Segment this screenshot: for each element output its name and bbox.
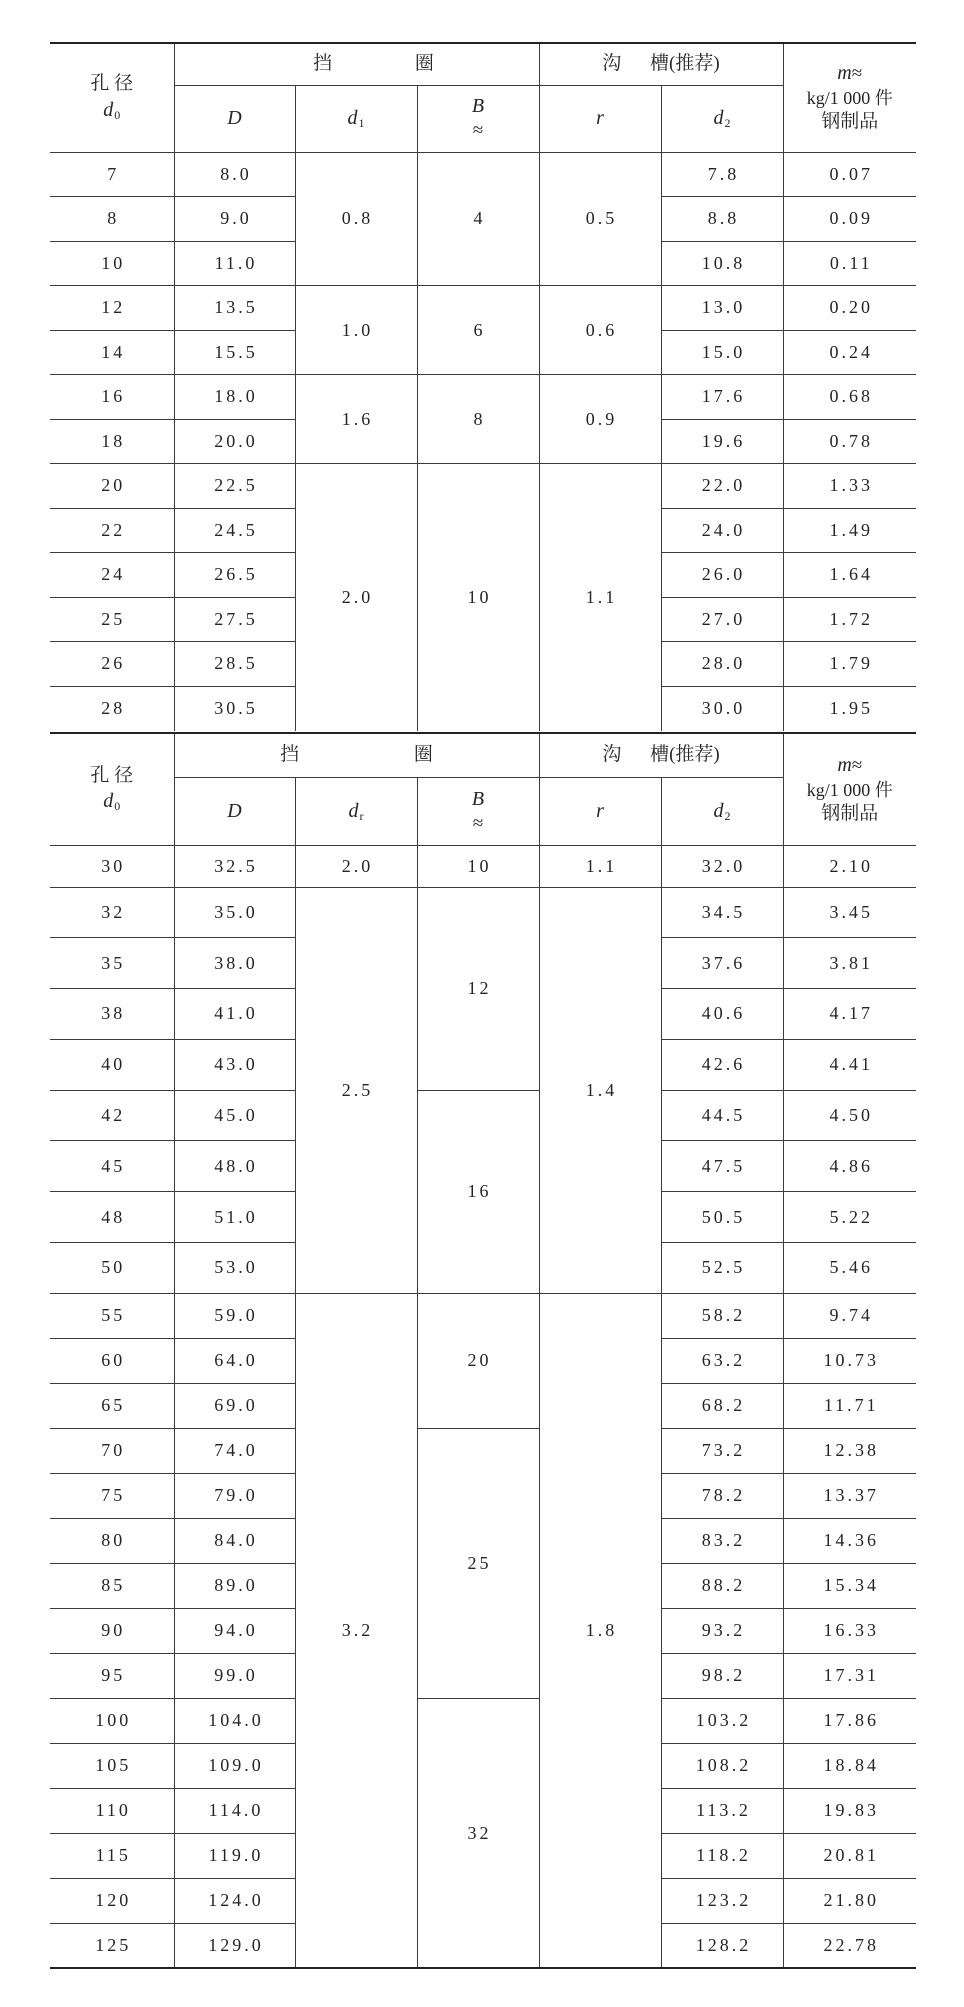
groove-r-cell: 1.1 xyxy=(539,845,661,887)
mass-cell: 1.33 xyxy=(783,464,916,509)
bore-cell: 60 xyxy=(50,1338,174,1383)
mass-cell: 0.78 xyxy=(783,419,916,464)
bore-cell: 110 xyxy=(50,1788,174,1833)
bore-cell: 50 xyxy=(50,1243,174,1294)
ring-D-cell: 79.0 xyxy=(174,1473,295,1518)
table-row xyxy=(50,375,916,420)
groove-d2-cell: 37.6 xyxy=(661,938,783,989)
bore-cell: 125 xyxy=(50,1923,174,1968)
ring-D-cell: 15.5 xyxy=(174,330,295,375)
ring-D-cell: 38.0 xyxy=(174,938,295,989)
col-d1-symbol: d xyxy=(348,799,359,822)
bore-cell: 48 xyxy=(50,1192,174,1243)
mass-cell: 0.20 xyxy=(783,286,916,331)
mass-symbol-letter: m xyxy=(837,62,852,85)
ring-B-cell: 32 xyxy=(417,1698,539,1968)
ring-D-cell: 53.0 xyxy=(174,1243,295,1294)
retaining-ring-header: 挡 圈 xyxy=(174,733,539,777)
groove-d2-cell: 50.5 xyxy=(661,1192,783,1243)
mass-cell: 16.33 xyxy=(783,1608,916,1653)
ring-d1-cell: 1.6 xyxy=(295,375,417,464)
col-B-approx-sign: ≈ xyxy=(472,120,484,142)
groove-d2-cell: 63.2 xyxy=(661,1338,783,1383)
groove-d2-cell: 123.2 xyxy=(661,1878,783,1923)
groove-r-cell: 0.6 xyxy=(539,286,661,375)
groove-d2-cell: 47.5 xyxy=(661,1141,783,1192)
ring-D-cell: 30.5 xyxy=(174,686,295,731)
ring-d1-cell: 2.0 xyxy=(295,845,417,887)
mass-cell: 0.07 xyxy=(783,152,916,197)
bore-symbol-letter: d xyxy=(103,98,114,121)
ring-D-cell: 104.0 xyxy=(174,1698,295,1743)
bore-diameter-header xyxy=(50,43,174,152)
header-row xyxy=(50,43,916,85)
ring-D-cell: 109.0 xyxy=(174,1743,295,1788)
ring-D-cell: 28.5 xyxy=(174,642,295,687)
ring-B-cell: 16 xyxy=(417,1090,539,1293)
col-d2-header xyxy=(661,85,783,152)
groove-d2-cell: 10.8 xyxy=(661,241,783,286)
mass-cell: 19.83 xyxy=(783,1788,916,1833)
bore-label: 孔 径 xyxy=(90,73,134,95)
table-body xyxy=(50,152,916,731)
ring-D-cell: 24.5 xyxy=(174,508,295,553)
bore-cell: 120 xyxy=(50,1878,174,1923)
mass-cell: 20.81 xyxy=(783,1833,916,1878)
bore-cell: 95 xyxy=(50,1653,174,1698)
table-header xyxy=(50,733,916,845)
bore-symbol-subscript: 0 xyxy=(114,799,121,814)
ring-D-cell: 41.0 xyxy=(174,989,295,1040)
groove-d2-cell: 113.2 xyxy=(661,1788,783,1833)
ring-D-cell: 74.0 xyxy=(174,1428,295,1473)
ring-D-cell: 18.0 xyxy=(174,375,295,420)
ring-D-cell: 32.5 xyxy=(174,845,295,887)
bore-label: 孔 径 xyxy=(90,764,134,786)
ring-B-cell: 20 xyxy=(417,1293,539,1428)
table-row xyxy=(50,1090,916,1141)
groove-d2-cell: 17.6 xyxy=(661,375,783,420)
groove-d2-cell: 24.0 xyxy=(661,508,783,553)
bore-diameter-header xyxy=(50,733,174,845)
groove-d2-cell: 15.0 xyxy=(661,330,783,375)
groove-d2-cell: 28.0 xyxy=(661,642,783,687)
ring-D-cell: 35.0 xyxy=(174,887,295,938)
col-d1-subscript: r xyxy=(359,808,364,823)
mass-cell: 12.38 xyxy=(783,1428,916,1473)
groove-d2-cell: 30.0 xyxy=(661,686,783,731)
bore-cell: 26 xyxy=(50,642,174,687)
bore-cell: 18 xyxy=(50,419,174,464)
col-r-symbol: r xyxy=(596,799,604,822)
groove-d2-cell: 128.2 xyxy=(661,1923,783,1968)
ring-D-cell: 64.0 xyxy=(174,1338,295,1383)
groove-d2-cell: 19.6 xyxy=(661,419,783,464)
retaining-ring-header: 挡 圈 xyxy=(174,43,539,85)
mass-cell: 1.95 xyxy=(783,686,916,731)
ring-D-cell: 26.5 xyxy=(174,553,295,598)
mass-note: 钢制品 xyxy=(821,111,879,133)
ring-d1-cell: 0.8 xyxy=(295,152,417,286)
bore-symbol xyxy=(50,97,174,124)
col-d1-subscript: 1 xyxy=(358,116,365,131)
col-r-symbol: r xyxy=(596,107,604,130)
mass-cell: 5.22 xyxy=(783,1192,916,1243)
bore-cell: 70 xyxy=(50,1428,174,1473)
ring-D-cell: 84.0 xyxy=(174,1518,295,1563)
groove-r-cell: 1.4 xyxy=(539,887,661,1293)
bore-cell: 85 xyxy=(50,1563,174,1608)
ring-B-cell: 10 xyxy=(417,845,539,887)
ring-D-cell: 94.0 xyxy=(174,1608,295,1653)
mass-cell: 4.50 xyxy=(783,1090,916,1141)
groove-header: 沟 槽(推荐) xyxy=(539,733,783,777)
groove-d2-cell: 88.2 xyxy=(661,1563,783,1608)
table-row xyxy=(50,845,916,887)
bore-cell: 16 xyxy=(50,375,174,420)
groove-d2-cell: 13.0 xyxy=(661,286,783,331)
bore-cell: 38 xyxy=(50,989,174,1040)
table-row xyxy=(50,887,916,938)
mass-symbol xyxy=(784,60,917,87)
mass-cell: 4.86 xyxy=(783,1141,916,1192)
mass-symbol-letter: m xyxy=(837,753,852,776)
bore-cell: 12 xyxy=(50,286,174,331)
groove-d2-cell: 108.2 xyxy=(661,1743,783,1788)
ring-D-cell: 8.0 xyxy=(174,152,295,197)
mass-cell: 1.49 xyxy=(783,508,916,553)
col-B-header xyxy=(417,85,539,152)
col-B-header xyxy=(417,777,539,845)
bore-cell: 25 xyxy=(50,597,174,642)
bore-cell: 20 xyxy=(50,464,174,509)
mass-cell: 17.31 xyxy=(783,1653,916,1698)
ring-d1-cell: 3.2 xyxy=(295,1293,417,1968)
groove-d2-cell: 73.2 xyxy=(661,1428,783,1473)
bore-cell: 28 xyxy=(50,686,174,731)
mass-cell: 4.17 xyxy=(783,989,916,1040)
ring-D-cell: 22.5 xyxy=(174,464,295,509)
bore-cell: 7 xyxy=(50,152,174,197)
mass-unit: kg/1 000 件 xyxy=(806,88,893,109)
ring-D-cell: 11.0 xyxy=(174,241,295,286)
groove-header: 沟 槽(推荐) xyxy=(539,43,783,85)
mass-header xyxy=(783,43,916,152)
mass-cell: 18.84 xyxy=(783,1743,916,1788)
bore-cell: 55 xyxy=(50,1293,174,1338)
mass-cell: 4.41 xyxy=(783,1039,916,1090)
mass-cell: 1.64 xyxy=(783,553,916,598)
mass-note: 钢制品 xyxy=(821,802,879,824)
mass-cell: 13.37 xyxy=(783,1473,916,1518)
groove-r-cell: 0.5 xyxy=(539,152,661,286)
col-r-header xyxy=(539,777,661,845)
groove-r-cell: 1.1 xyxy=(539,464,661,731)
bore-cell: 40 xyxy=(50,1039,174,1090)
groove-d2-cell: 93.2 xyxy=(661,1608,783,1653)
bore-symbol xyxy=(50,788,174,815)
groove-d2-cell: 78.2 xyxy=(661,1473,783,1518)
col-d1-header xyxy=(295,85,417,152)
col-d2-subscript: 2 xyxy=(724,116,731,131)
mass-cell: 11.71 xyxy=(783,1383,916,1428)
col-d2-symbol: d xyxy=(713,799,724,822)
ring-D-cell: 43.0 xyxy=(174,1039,295,1090)
table-body xyxy=(50,845,916,1968)
col-D-symbol: D xyxy=(227,799,242,822)
ring-d1-cell: 2.5 xyxy=(295,887,417,1293)
groove-d2-cell: 40.6 xyxy=(661,989,783,1040)
ring-D-cell: 48.0 xyxy=(174,1141,295,1192)
groove-d2-cell: 52.5 xyxy=(661,1243,783,1294)
mass-cell: 0.68 xyxy=(783,375,916,420)
groove-d2-cell: 27.0 xyxy=(661,597,783,642)
bore-cell: 32 xyxy=(50,887,174,938)
groove-d2-cell: 103.2 xyxy=(661,1698,783,1743)
bore-cell: 105 xyxy=(50,1743,174,1788)
mass-approx-sign: ≈ xyxy=(851,63,863,85)
mass-cell: 1.79 xyxy=(783,642,916,687)
mass-cell: 3.45 xyxy=(783,887,916,938)
ring-D-cell: 119.0 xyxy=(174,1833,295,1878)
mass-cell: 14.36 xyxy=(783,1518,916,1563)
mass-cell: 21.80 xyxy=(783,1878,916,1923)
mass-cell: 9.74 xyxy=(783,1293,916,1338)
mass-cell: 0.24 xyxy=(783,330,916,375)
ring-D-cell: 45.0 xyxy=(174,1090,295,1141)
ring-D-cell: 59.0 xyxy=(174,1293,295,1338)
ring-D-cell: 20.0 xyxy=(174,419,295,464)
bore-cell: 90 xyxy=(50,1608,174,1653)
bore-cell: 24 xyxy=(50,553,174,598)
col-D-symbol: D xyxy=(227,107,242,130)
col-r-header xyxy=(539,85,661,152)
mass-symbol xyxy=(784,752,917,779)
bore-cell: 80 xyxy=(50,1518,174,1563)
bore-cell: 30 xyxy=(50,845,174,887)
groove-d2-cell: 68.2 xyxy=(661,1383,783,1428)
header-row xyxy=(50,733,916,777)
table-row xyxy=(50,1698,916,1743)
col-d1-header xyxy=(295,777,417,845)
mass-cell: 0.09 xyxy=(783,197,916,242)
col-d1-symbol: d xyxy=(347,107,358,130)
ring-D-cell: 99.0 xyxy=(174,1653,295,1698)
groove-d2-cell: 22.0 xyxy=(661,464,783,509)
ring-D-cell: 27.5 xyxy=(174,597,295,642)
mass-header xyxy=(783,733,916,845)
mass-cell: 10.73 xyxy=(783,1338,916,1383)
bore-cell: 75 xyxy=(50,1473,174,1518)
dimension-table-2 xyxy=(50,732,916,1969)
bore-cell: 115 xyxy=(50,1833,174,1878)
col-d2-symbol: d xyxy=(713,107,724,130)
groove-d2-cell: 7.8 xyxy=(661,152,783,197)
groove-d2-cell: 118.2 xyxy=(661,1833,783,1878)
mass-cell: 1.72 xyxy=(783,597,916,642)
bore-symbol-letter: d xyxy=(103,790,114,813)
bore-symbol-subscript: 0 xyxy=(114,107,121,122)
ring-D-cell: 124.0 xyxy=(174,1878,295,1923)
groove-d2-cell: 26.0 xyxy=(661,553,783,598)
mass-cell: 22.78 xyxy=(783,1923,916,1968)
mass-unit: kg/1 000 件 xyxy=(806,779,893,800)
ring-D-cell: 13.5 xyxy=(174,286,295,331)
groove-d2-cell: 42.6 xyxy=(661,1039,783,1090)
table-row xyxy=(50,1293,916,1338)
col-B-symbol: B xyxy=(471,787,485,810)
groove-d2-cell: 32.0 xyxy=(661,845,783,887)
col-D-header xyxy=(174,777,295,845)
ring-d1-cell: 2.0 xyxy=(295,464,417,731)
ring-B-cell: 10 xyxy=(417,464,539,731)
bore-cell: 65 xyxy=(50,1383,174,1428)
table-header xyxy=(50,43,916,152)
table-row xyxy=(50,286,916,331)
ring-B-cell: 8 xyxy=(417,375,539,464)
groove-d2-cell: 83.2 xyxy=(661,1518,783,1563)
bore-cell: 14 xyxy=(50,330,174,375)
bore-cell: 10 xyxy=(50,241,174,286)
ring-B-cell: 12 xyxy=(417,887,539,1090)
mass-cell: 2.10 xyxy=(783,845,916,887)
dimension-table-1 xyxy=(50,42,916,731)
mass-cell: 15.34 xyxy=(783,1563,916,1608)
groove-d2-cell: 44.5 xyxy=(661,1090,783,1141)
groove-d2-cell: 34.5 xyxy=(661,887,783,938)
bore-cell: 22 xyxy=(50,508,174,553)
ring-D-cell: 89.0 xyxy=(174,1563,295,1608)
groove-d2-cell: 8.8 xyxy=(661,197,783,242)
mass-cell: 3.81 xyxy=(783,938,916,989)
ring-D-cell: 9.0 xyxy=(174,197,295,242)
groove-r-cell: 0.9 xyxy=(539,375,661,464)
mass-cell: 17.86 xyxy=(783,1698,916,1743)
ring-D-cell: 129.0 xyxy=(174,1923,295,1968)
ring-D-cell: 114.0 xyxy=(174,1788,295,1833)
col-d2-header xyxy=(661,777,783,845)
groove-d2-cell: 58.2 xyxy=(661,1293,783,1338)
col-d2-subscript: 2 xyxy=(724,808,731,823)
bore-cell: 8 xyxy=(50,197,174,242)
col-B-approx-sign: ≈ xyxy=(472,812,484,834)
groove-r-cell: 1.8 xyxy=(539,1293,661,1968)
groove-d2-cell: 98.2 xyxy=(661,1653,783,1698)
col-D-header xyxy=(174,85,295,152)
bore-cell: 45 xyxy=(50,1141,174,1192)
bore-cell: 100 xyxy=(50,1698,174,1743)
bore-cell: 35 xyxy=(50,938,174,989)
mass-cell: 5.46 xyxy=(783,1243,916,1294)
table-row xyxy=(50,464,916,509)
ring-D-cell: 69.0 xyxy=(174,1383,295,1428)
table-row xyxy=(50,152,916,197)
ring-B-cell: 4 xyxy=(417,152,539,286)
table-row xyxy=(50,1428,916,1473)
bore-cell: 42 xyxy=(50,1090,174,1141)
ring-d1-cell: 1.0 xyxy=(295,286,417,375)
col-B-symbol: B xyxy=(471,95,485,118)
mass-cell: 0.11 xyxy=(783,241,916,286)
ring-D-cell: 51.0 xyxy=(174,1192,295,1243)
ring-B-cell: 25 xyxy=(417,1428,539,1698)
mass-approx-sign: ≈ xyxy=(851,754,863,776)
ring-B-cell: 6 xyxy=(417,286,539,375)
